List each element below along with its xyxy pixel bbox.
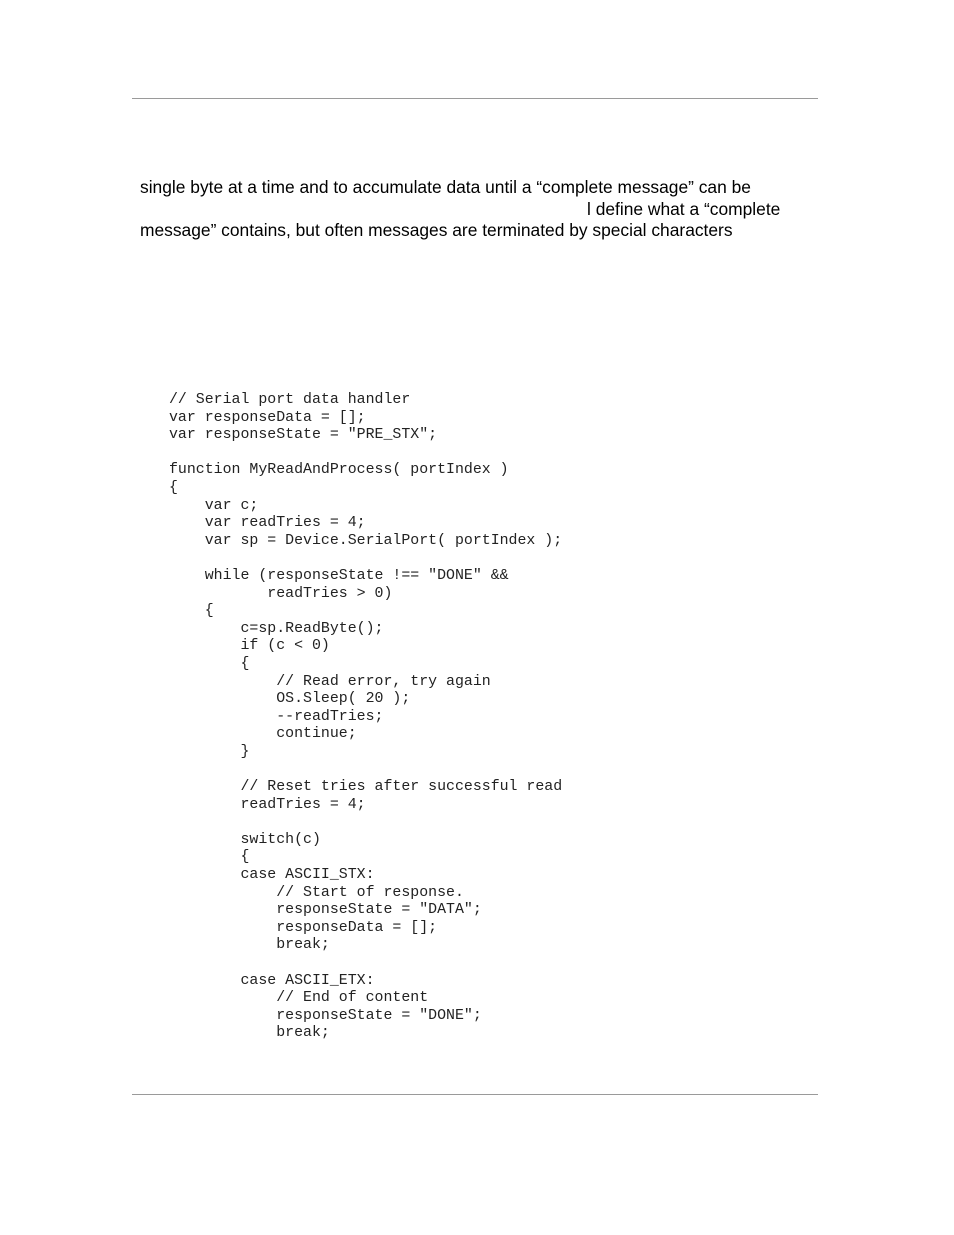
code-line: switch(c) (169, 831, 321, 848)
code-line (169, 550, 562, 568)
code-line: var sp = Device.SerialPort( portIndex ); (169, 532, 563, 549)
code-line: // End of content (169, 990, 429, 1007)
code-line: break; (169, 937, 330, 954)
code-line: { (169, 479, 178, 496)
code-line: // Reset tries after successful read (169, 779, 563, 796)
code-line: while (responseState !== "DONE" && (169, 567, 509, 584)
code-line: var responseState = "PRE_STX"; (169, 427, 438, 444)
code-line (169, 814, 562, 832)
code-line: // Serial port data handler (169, 392, 411, 408)
code-line: continue; (169, 726, 357, 743)
code-line: { (169, 603, 214, 620)
code-line: readTries = 4; (169, 796, 366, 813)
code-line: responseState = "DONE"; (169, 1007, 482, 1024)
code-line (169, 955, 562, 973)
code-line (169, 761, 562, 779)
code-line (169, 445, 562, 463)
code-line: case ASCII_ETX: (169, 972, 375, 989)
code-listing (169, 392, 562, 1043)
code-line: OS.Sleep( 20 ); (169, 691, 411, 708)
code-line: var responseData = []; (169, 409, 366, 426)
code-line: break; (169, 1025, 330, 1042)
code-line: var readTries = 4; (169, 515, 366, 532)
header-rule (132, 98, 818, 99)
code-line: responseData = []; (169, 919, 438, 936)
code-line: { (169, 655, 250, 672)
code-line: case ASCII_STX: (169, 867, 375, 884)
body-paragraph (140, 177, 820, 242)
code-line: readTries > 0) (169, 585, 393, 602)
paragraph-line: message” contains, but often messages are terminated by special characters (140, 220, 733, 240)
code-line: } (169, 743, 250, 760)
code-line: responseState = "DATA"; (169, 902, 482, 919)
code-line: --readTries; (169, 708, 384, 725)
footer-rule (132, 1094, 818, 1095)
paragraph-line: l define what a “complete (587, 198, 781, 219)
code-line: var c; (169, 497, 259, 514)
code-line: { (169, 849, 250, 866)
code-line: if (c < 0) (169, 638, 330, 655)
code-line: c=sp.ReadByte(); (169, 620, 384, 637)
code-line: function MyReadAndProcess( portIndex ) (169, 462, 509, 479)
code-line: // Start of response. (169, 884, 464, 901)
code-line: // Read error, try again (169, 673, 491, 690)
paragraph-line: single byte at a time and to accumulate data until a “complete message” can be (140, 177, 751, 197)
